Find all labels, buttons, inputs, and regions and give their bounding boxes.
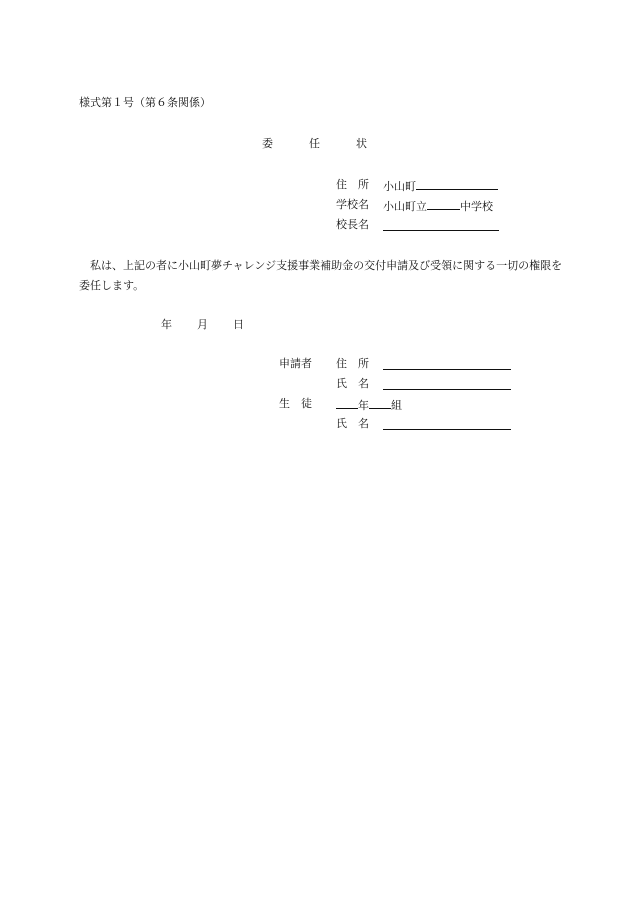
delegate-school-blank[interactable]: [427, 198, 460, 210]
student-heading: 生 徒: [279, 397, 312, 410]
delegate-address-prefix: 小山町: [383, 180, 416, 193]
delegate-address-label: 住 所: [336, 178, 369, 191]
delegate-address-field[interactable]: [383, 178, 498, 194]
applicant-heading: 申請者: [279, 357, 312, 370]
date-day: 日: [233, 318, 244, 331]
title-char-1: 委: [262, 137, 273, 150]
delegate-principal-label: 校長名: [336, 218, 369, 231]
student-class-blank[interactable]: [369, 397, 391, 409]
delegate-school-label: 学校名: [336, 198, 369, 211]
student-grade-field[interactable]: [336, 397, 402, 413]
title-char-3: 状: [356, 137, 367, 150]
form-number: 様式第１号（第６条関係）: [79, 96, 211, 109]
date-year: 年: [161, 318, 172, 331]
student-class-char: 組: [391, 399, 402, 412]
student-name-blank[interactable]: [383, 418, 511, 430]
student-name-label: 氏 名: [336, 417, 369, 430]
applicant-name-label: 氏 名: [336, 377, 369, 390]
applicant-address-blank[interactable]: [383, 358, 511, 370]
applicant-name-blank[interactable]: [383, 378, 511, 390]
date-month: 月: [197, 318, 208, 331]
delegate-school-field[interactable]: [383, 198, 493, 214]
student-year-char: 年: [358, 399, 369, 412]
delegate-school-prefix: 小山町立: [383, 200, 427, 213]
delegate-school-suffix: 中学校: [460, 200, 493, 213]
delegate-address-blank[interactable]: [416, 178, 498, 190]
body-paragraph: 私は、上記の者に小山町夢チャレンジ支援事業補助金の交付申請及び受領に関する一切の権限を委任します。: [79, 259, 563, 292]
applicant-address-label: 住 所: [336, 357, 369, 370]
title-char-2: 任: [309, 137, 320, 150]
student-year-blank[interactable]: [336, 397, 358, 409]
delegate-principal-blank[interactable]: [383, 219, 499, 231]
